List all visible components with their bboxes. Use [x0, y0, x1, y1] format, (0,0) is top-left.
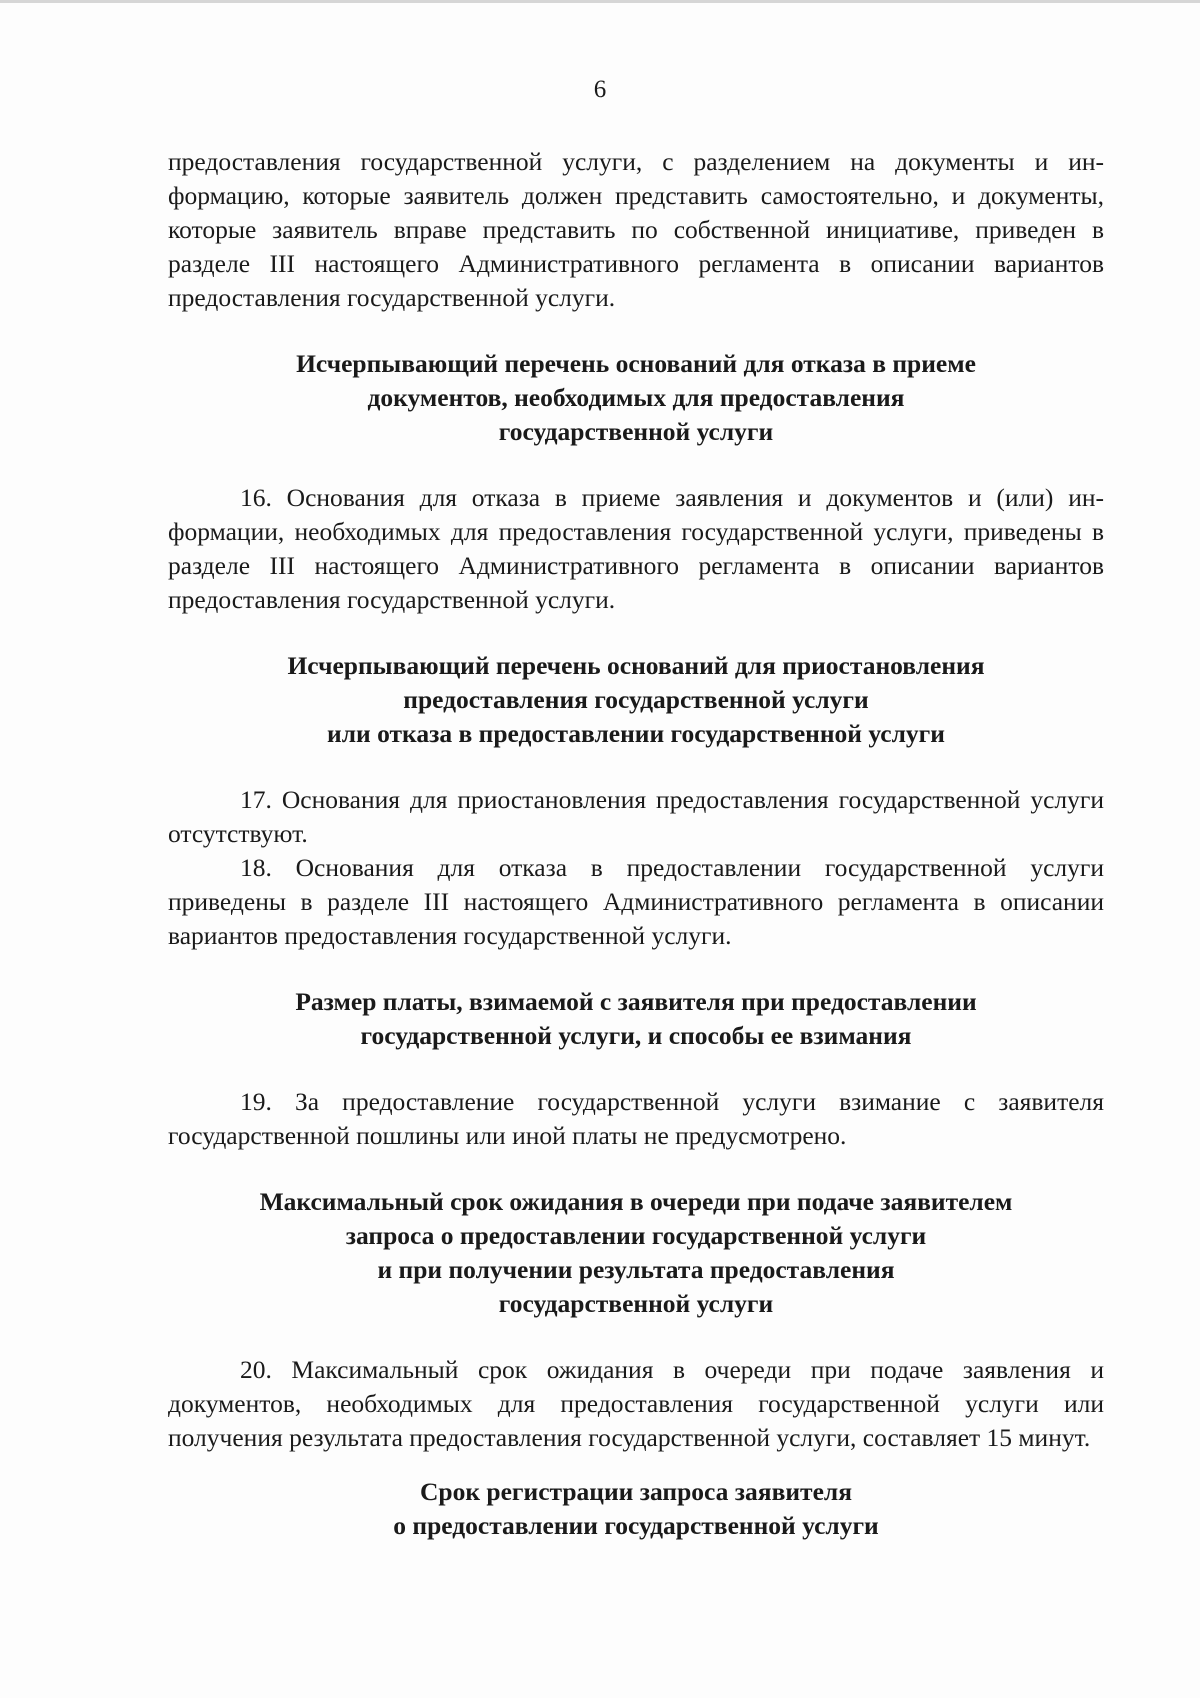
paragraph-16: 16. Основания для отказа в приеме заявления и документов и (или) информации, необходимых для предоставления государственной услуги, приведены в разделе III настоящего Административного регламента в описании вариантов предоставления государственной услуги.: [168, 483, 1104, 614]
heading-queue-time: [168, 1185, 1104, 1321]
heading-line: запроса о предоставлении государственной услуги: [345, 1221, 927, 1250]
heading-fee: [168, 985, 1104, 1053]
heading-line: государственной услуги: [498, 417, 774, 446]
heading-line: документов, необходимых для предоставления: [367, 383, 905, 412]
heading-refusal-acceptance: [168, 347, 1104, 449]
paragraph-19: 19. За предоставление государственной услуги взимание с заявителя государственной пошлины или иной платы не предусмотрено.: [168, 1087, 1104, 1150]
heading-line: Срок регистрации запроса заявителя: [420, 1477, 852, 1506]
document-body: [168, 145, 1104, 1543]
heading-suspension-refusal: [168, 649, 1104, 751]
heading-line: государственной услуги: [498, 1289, 774, 1318]
page-number: 6: [593, 76, 607, 103]
heading-line: Максимальный срок ожидания в очереди при подаче заявителем: [259, 1187, 1013, 1216]
paragraph-20: 20. Максимальный срок ожидания в очереди при подаче заявления и документов, необходимых для предоставления государственной услуги или получения результата предоставления государственной услуги, составляет 15 минут.: [168, 1355, 1104, 1452]
heading-line: о предоставлении государственной услуги: [393, 1511, 879, 1540]
heading-registration-time: [168, 1475, 1104, 1543]
heading-line: Исчерпывающий перечень оснований для отказа в приеме: [296, 349, 976, 378]
heading-line: Размер платы, взимаемой с заявителя при предоставлении: [295, 987, 977, 1016]
heading-line: и при получении результата предоставления: [377, 1255, 895, 1284]
heading-line: предоставления государственной услуги: [403, 685, 869, 714]
heading-line: государственной услуги, и способы ее взимания: [360, 1021, 912, 1050]
paragraph-18: 18. Основания для отказа в предоставлении государственной услуги приведены в разделе III настоящего Административного регламента в описании вариантов предоставления государственной услуги.: [168, 853, 1104, 950]
paragraph-17: 17. Основания для приостановления предоставления государственной услуги отсутствуют.: [168, 785, 1104, 848]
heading-line: Исчерпывающий перечень оснований для приостановления: [287, 651, 985, 680]
paragraph-continuation: предоставления государственной услуги, с разделением на документы и информацию, которые заявитель должен представить самостоятельно, и документы, которые заявитель вправе представить по собственной инициативе, приведен в разделе III настоящего Административного регламента в описании вариантов предоставления государственной услуги.: [168, 147, 1104, 312]
heading-line: или отказа в предоставлении государственной услуги: [327, 719, 945, 748]
